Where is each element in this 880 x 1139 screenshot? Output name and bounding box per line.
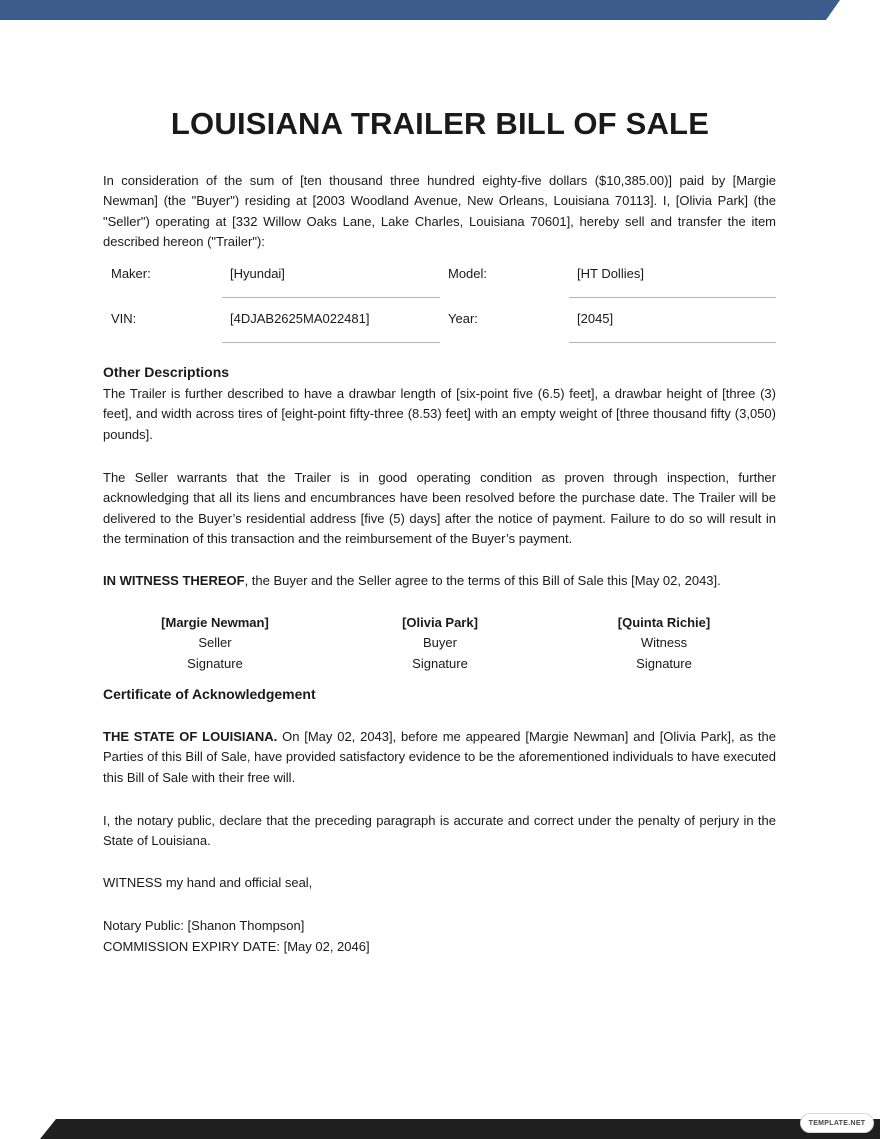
model-underline xyxy=(569,297,776,298)
brand-badge: TEMPLATE.NET xyxy=(800,1113,874,1133)
trailer-dimensions-paragraph: The Trailer is further described to have a drawbar length of [six-point five (6.5) feet], a drawbar height of [three (3) feet], and width across tires of [eight-point fifty-three (8.53) feet] with an empty weight of [three thousand fifty (3,050) pounds]. xyxy=(103,386,776,442)
witness-seal-line: WITNESS my hand and official seal, xyxy=(103,875,313,890)
state-lead: THE STATE OF LOUISIANA. xyxy=(103,729,278,744)
notary-declaration-paragraph: I, the notary public, declare that the preceding paragraph is accurate and correct under the penalty of perjury in the State of Louisiana. xyxy=(103,813,776,849)
signature-role: Witness xyxy=(640,635,688,651)
witness-text: , the Buyer and the Seller agree to the terms of this Bill of Sale this [May 02, 2043]. xyxy=(244,573,721,588)
notary-public-line: Notary Public: [Shanon Thompson] xyxy=(103,918,305,933)
seller-warranty-paragraph: The Seller warrants that the Trailer is in good operating condition as proven through inspection, further acknowledging that all its liens and encumbrances have been resolved before the purchase date. The Trailer will be delivered to the Buyer’s residential address [five (5) days] after the notice of payment. Failure to do so will result in the termination of this transaction and the reimbursement of the Buyer’s payment. xyxy=(103,470,776,546)
model-label: Model: xyxy=(448,266,488,281)
state-text: On [May 02, 2043], before me appeared [Margie Newman] and [Olivia Park], as the Parties of this Bill of Sale, have provided satisfactory evidence to be the aforementioned individuals to have executed this Bill of Sale with their free will. xyxy=(103,729,776,785)
signature-label: Signature xyxy=(636,655,692,671)
header-accent-bar xyxy=(0,0,840,20)
certificate-heading: Certificate of Acknowledgement xyxy=(103,686,316,702)
vin-underline xyxy=(222,342,440,343)
maker-value: [Hyundai] xyxy=(230,266,285,281)
year-underline xyxy=(569,342,776,343)
document-title: LOUISIANA TRAILER BILL OF SALE xyxy=(170,106,710,141)
signature-block-buyer xyxy=(340,613,540,674)
signature-name: [Olivia Park] xyxy=(402,615,478,630)
model-value: [HT Dollies] xyxy=(577,266,644,281)
maker-underline xyxy=(222,297,440,298)
signature-name: [Margie Newman] xyxy=(161,615,269,630)
signature-block-witness xyxy=(564,613,764,674)
witness-lead: IN WITNESS THEREOF xyxy=(103,573,245,588)
signature-label: Signature xyxy=(412,655,468,671)
other-descriptions-heading: Other Descriptions xyxy=(103,364,230,380)
signature-block-seller xyxy=(115,613,315,674)
vin-value: [4DJAB2625MA022481] xyxy=(230,311,370,326)
maker-label: Maker: xyxy=(111,266,151,281)
signature-name: [Quinta Richie] xyxy=(617,615,711,630)
state-acknowledgement-paragraph xyxy=(103,727,776,788)
intro-paragraph: In consideration of the sum of [ten thousand three hundred eighty-five dollars ($10,385.00)] paid by [Margie Newman] (the "Buyer") residing at [2003 Woodland Avenue, New Orleans, Louisiana 70113]. I, [Olivia Park] (the "Seller") operating at [332 Willow Oaks Lane, Lake Charles, Louisiana 70601], hereby sell and transfer the item described hereon ("Trailer"): xyxy=(103,173,776,249)
signature-role: Seller xyxy=(198,635,232,651)
year-label: Year: xyxy=(448,311,478,326)
signature-label: Signature xyxy=(187,655,243,671)
year-value: [2045] xyxy=(577,311,614,326)
commission-expiry-line: COMMISSION EXPIRY DATE: [May 02, 2046] xyxy=(103,939,370,954)
footer-accent-bar xyxy=(40,1119,880,1139)
signature-role: Buyer xyxy=(423,635,457,651)
vin-label: VIN: xyxy=(111,311,137,326)
witness-paragraph xyxy=(103,571,776,591)
